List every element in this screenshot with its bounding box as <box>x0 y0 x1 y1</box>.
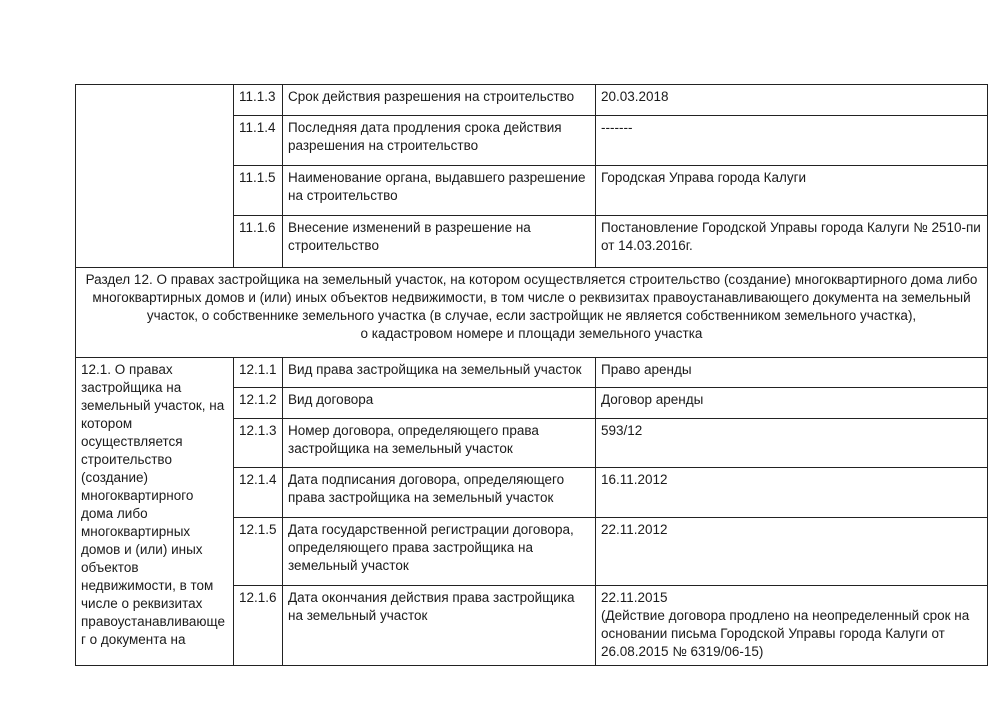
row-number: 12.1.3 <box>234 419 283 468</box>
group-cell-11 <box>76 85 234 268</box>
row-label: Дата государственной регистрации договора, определяющего права застройщика на земельный участок <box>283 518 596 586</box>
section-heading-line: Раздел 12. О правах застройщика на земельный участок, на котором осуществляется строительство (создание) многоквартирного дома либо <box>85 272 978 287</box>
declaration-table <box>75 84 988 666</box>
row-value: 593/12 <box>596 419 988 468</box>
row-value: Городская Управа города Калуги <box>596 166 988 216</box>
row-label: Номер договора, определяющего права застройщика на земельный участок <box>283 419 596 468</box>
row-value-note: (Действие договора продлено на неопределенный срок на основании письма Городской Управы города Калуги от 26.08.2015 № 6319/06-15) <box>601 608 970 659</box>
section-heading-line: о кадастровом номере и площади земельного участка <box>360 326 703 341</box>
row-label: Дата окончания действия права застройщика на земельный участок <box>283 586 596 666</box>
row-label: Срок действия разрешения на строительство <box>283 85 596 116</box>
row-value: Право аренды <box>596 358 988 388</box>
row-number: 12.1.2 <box>234 388 283 419</box>
group-cell-12-1: 12.1. О правах застройщика на земельный участок, на котором осуществляется строительство (создание) многоквартирного дома либо многоквартирных домов и (или) иных объектов недвижимости, в том числе о реквизитах правоустанавливающег о документа на <box>76 358 234 666</box>
row-value: Постановление Городской Управы города Калуги № 2510-пи от 14.03.2016г. <box>596 216 988 268</box>
row-number: 12.1.1 <box>234 358 283 388</box>
row-number: 12.1.6 <box>234 586 283 666</box>
row-value-date: 22.11.2015 <box>601 590 668 605</box>
section-heading-line: многоквартирных домов и (или) иных объектов недвижимости, в том числе о реквизитах правоустанавливающего документа на земельный <box>92 290 971 305</box>
row-number: 12.1.5 <box>234 518 283 586</box>
row-number: 12.1.4 <box>234 468 283 518</box>
row-number: 11.1.4 <box>234 116 283 166</box>
row-label: Внесение изменений в разрешение на строительство <box>283 216 596 268</box>
row-label: Вид договора <box>283 388 596 419</box>
row-number: 11.1.6 <box>234 216 283 268</box>
row-number: 11.1.5 <box>234 166 283 216</box>
row-value: ------- <box>596 116 988 166</box>
row-label: Вид права застройщика на земельный участок <box>283 358 596 388</box>
row-value <box>596 586 988 666</box>
row-value: 20.03.2018 <box>596 85 988 116</box>
row-value: Договор аренды <box>596 388 988 419</box>
row-value: 16.11.2012 <box>596 468 988 518</box>
table-row <box>76 358 988 388</box>
row-label: Дата подписания договора, определяющего права застройщика на земельный участок <box>283 468 596 518</box>
section-12-heading <box>76 268 988 358</box>
row-label: Наименование органа, выдавшего разрешение на строительство <box>283 166 596 216</box>
section-heading-line: участок, о собственнике земельного участка (в случае, если застройщик не является собственником земельного участка), <box>146 308 917 323</box>
table-row <box>76 85 988 116</box>
row-number: 11.1.3 <box>234 85 283 116</box>
row-value: 22.11.2012 <box>596 518 988 586</box>
row-label: Последняя дата продления срока действия разрешения на строительство <box>283 116 596 166</box>
section-header-row <box>76 268 988 358</box>
